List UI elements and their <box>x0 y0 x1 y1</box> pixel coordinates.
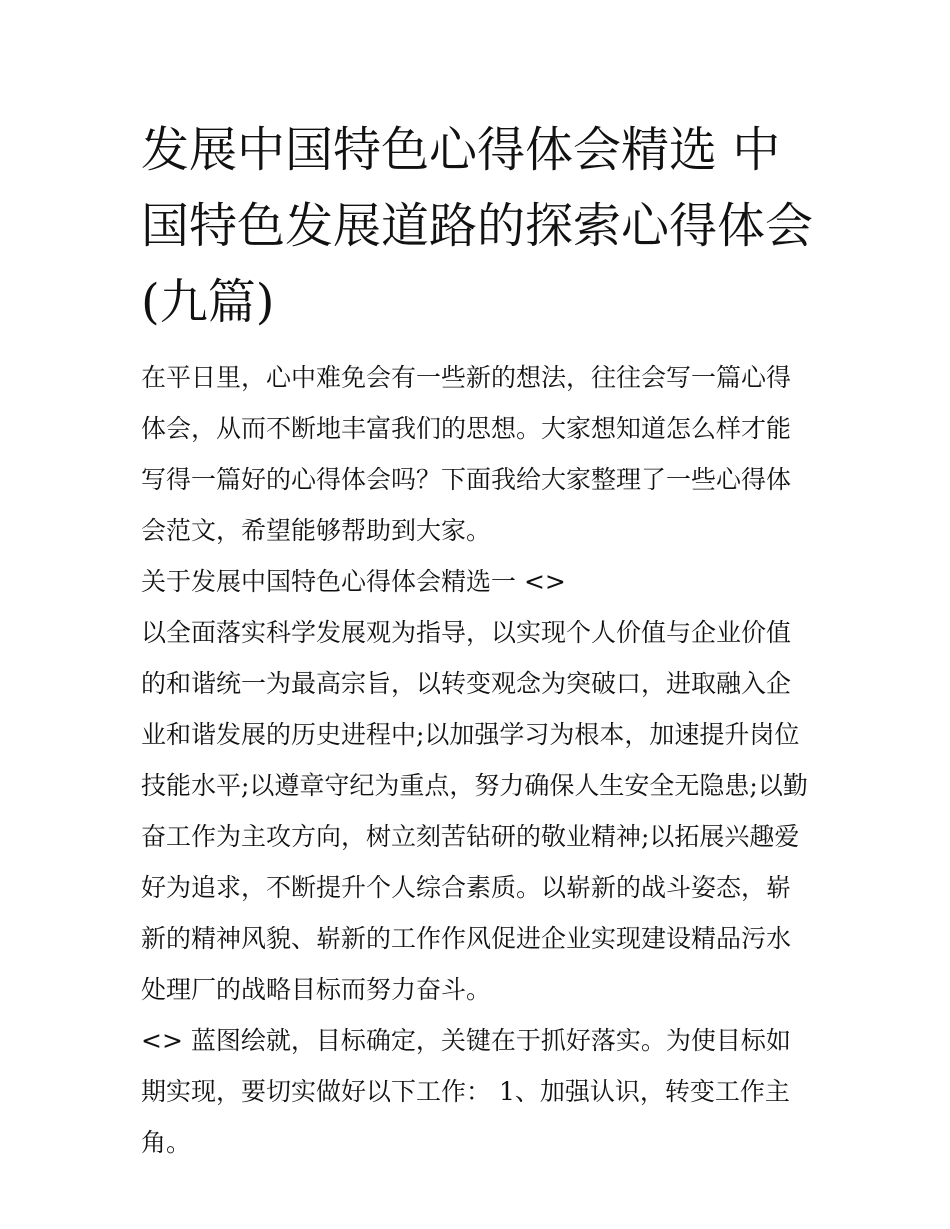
paragraph-intro: 在平日里，心中难免会有一些新的想法，往往会写一篇心得体会，从而不断地丰富我们的思想。大家想知道怎么样才能写得一篇好的心得体会吗？下面我给大家整理了一些心得体会范文，希望能够帮助到大家。 <box>141 363 792 545</box>
paragraph-section-heading: 关于发展中国特色心得体会精选一 <> <box>141 567 566 596</box>
paragraph-implementation: <> 蓝图绘就，目标确定，关键在于抓好落实。为使目标如期实现，要切实做好以下工作： 1、加强认识，转变工作主角。 <box>141 1026 791 1157</box>
title-block <box>141 112 813 340</box>
document-title: 发展中国特色心得体会精选 中国特色发展道路的探索心得体会(九篇) <box>141 122 814 330</box>
document-body <box>141 112 813 1168</box>
paragraph-guidance: 以全面落实科学发展观为指导，以实现个人价值与企业价值的和谐统一为最高宗旨，以转变观念为突破口，进取融入企业和谐发展的历史进程中;以加强学习为根本，加速提升岗位技能水平;以遵章守纪为重点，努力确保人生安全无隐患;以勤奋工作为主攻方向，树立刻苦钻研的敬业精神;以拓展兴趣爱好为追求，不断提升个人综合素质。以崭新的战斗姿态，崭新的精神风貌、崭新的工作作风促进企业实现建设精品污水处理厂的战略目标而努力奋斗。 <box>141 618 808 1004</box>
